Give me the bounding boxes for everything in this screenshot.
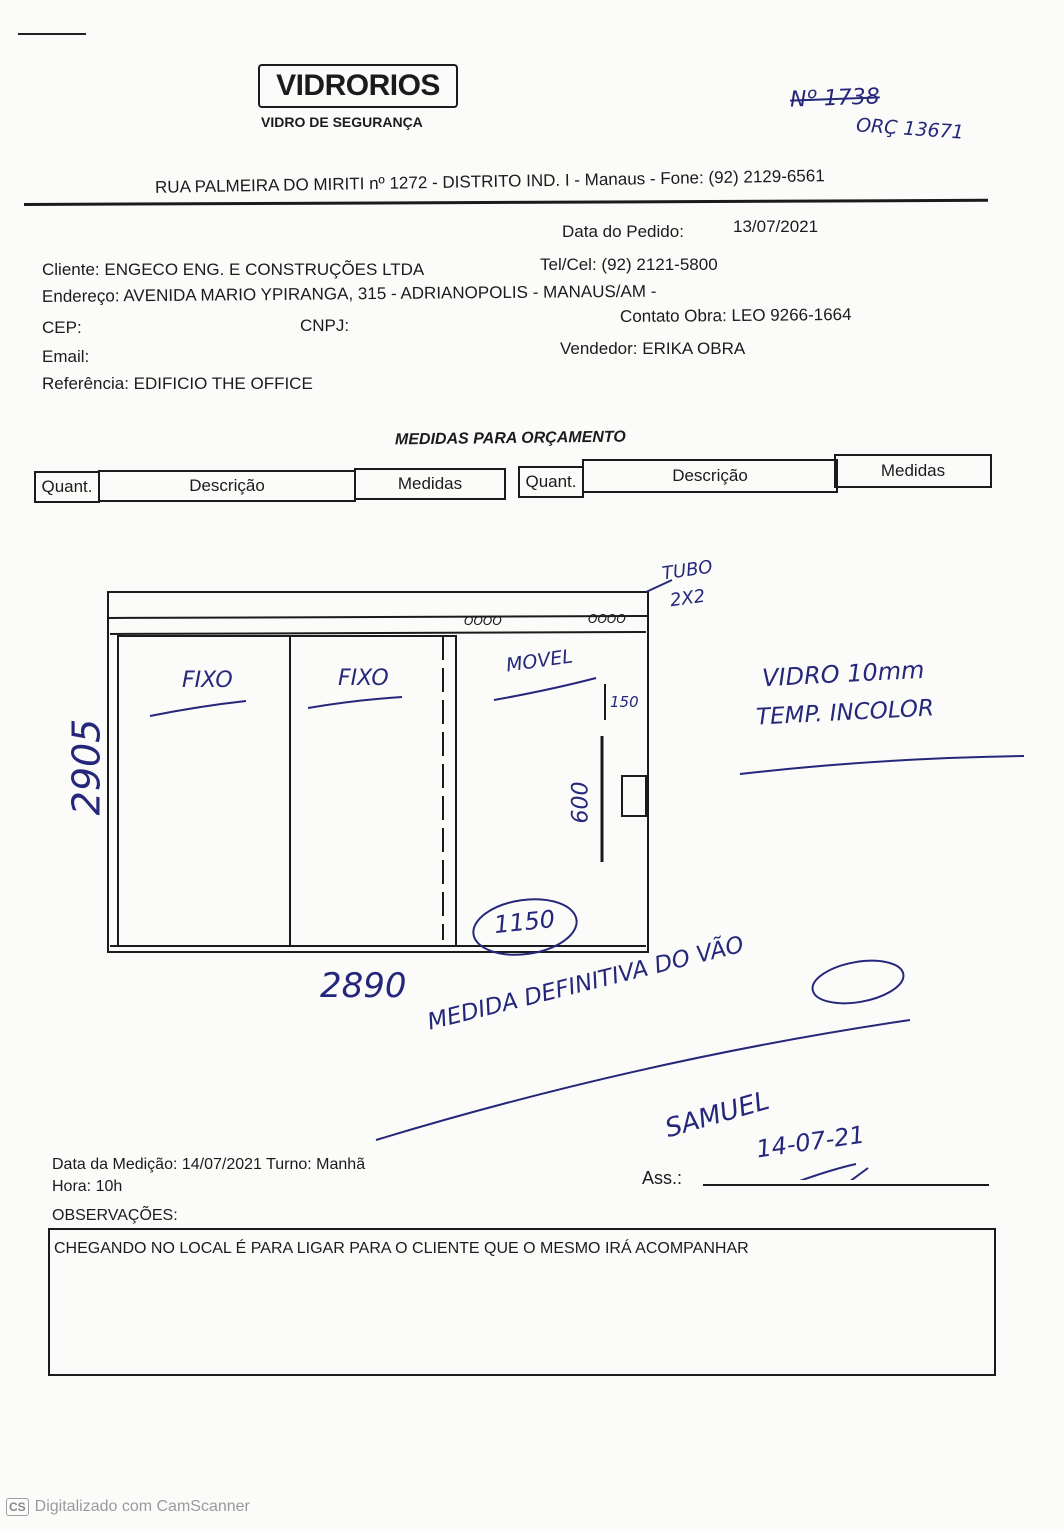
cnpj-field: CNPJ: xyxy=(300,316,350,335)
signature-name: SAMUEL xyxy=(661,1085,773,1145)
sketch-panel2-label: FIXO xyxy=(338,666,389,691)
sketch-panel3-label: MOVEL xyxy=(504,645,575,677)
sketch-panel1-label: FIXO xyxy=(182,668,233,693)
sketch-rollers-right: OOOO xyxy=(588,612,626,626)
phone-field: Tel/Cel: (92) 2121-5800 xyxy=(540,255,718,274)
scanner-watermark xyxy=(6,1498,250,1516)
company-tagline: VIDRO DE SEGURANÇA xyxy=(261,114,423,130)
sketch-rollers-left: OOOO xyxy=(464,614,502,628)
sketch-movel-underline xyxy=(494,678,596,700)
budget-number-note: ORÇ 13671 xyxy=(855,114,965,144)
table-header-measures: Medidas xyxy=(354,468,506,500)
order-date-label: Data do Pedido: xyxy=(562,222,684,241)
camscanner-text: Digitalizado com CamScanner xyxy=(34,1498,250,1515)
section-title: MEDIDAS PARA ORÇAMENTO xyxy=(394,428,626,449)
email-field: Email: xyxy=(42,347,90,366)
cep-field: CEP: xyxy=(42,318,82,337)
sketch-dim-150: 150 xyxy=(610,693,639,711)
scan-mark xyxy=(18,33,86,35)
sketch-glass-underline xyxy=(740,756,1024,774)
signature-date: 14-07-21 xyxy=(754,1120,867,1164)
contact-field: Contato Obra: LEO 9266-1664 xyxy=(619,304,852,326)
sketch-tubo-label: TUBO xyxy=(660,556,714,585)
signature-label: Ass.: xyxy=(642,1168,683,1188)
measurement-hour: Hora: 10h xyxy=(52,1178,123,1195)
seller-field: Vendedor: ERIKA OBRA xyxy=(560,339,746,358)
company-logo-text: VIDRORIOS xyxy=(276,69,440,102)
sketch-signature-stroke xyxy=(760,1164,868,1180)
sketch-measure-underline xyxy=(376,1020,910,1140)
table-header-description: Descrição xyxy=(98,470,356,502)
table-header-description-2: Descrição xyxy=(582,459,838,493)
signature-line xyxy=(703,1184,989,1186)
sketch-tubo-size: 2X2 xyxy=(668,585,707,612)
sketch-dim-width: 2890 xyxy=(320,966,407,1006)
company-logo xyxy=(258,64,458,108)
table-header-quantity-2: Quant. xyxy=(518,466,584,498)
reference-field: Referência: EDIFICIO THE OFFICE xyxy=(42,374,313,393)
address-field: Endereço: AVENIDA MARIO YPIRANGA, 315 - ADRIANOPOLIS - MANAUS/AM - xyxy=(41,281,657,306)
measurement-date: Data da Medição: 14/07/2021 Turno: Manhã xyxy=(52,1156,366,1173)
window-sketch xyxy=(0,540,1064,1180)
observations-box xyxy=(48,1228,996,1376)
document-number: Nº 1738 xyxy=(789,84,881,113)
sketch-glass-line1: VIDRO 10mm xyxy=(761,655,926,693)
sketch-handle xyxy=(622,776,646,816)
sketch-fixo2-underline xyxy=(308,697,402,708)
sketch-dim-600: 600 xyxy=(568,781,594,824)
order-date-value: 13/07/2021 xyxy=(733,217,819,236)
observations-text: CHEGANDO NO LOCAL É PARA LIGAR PARA O CLIENTE QUE O MESMO IRÁ ACOMPANHAR xyxy=(54,1240,749,1257)
sketch-fixo1-underline xyxy=(150,701,246,716)
sketch-top-rail-inner xyxy=(110,632,646,634)
camscanner-badge: CS xyxy=(6,1498,29,1516)
sketch-dim-1150: 1150 xyxy=(492,904,557,940)
header-divider xyxy=(24,199,988,206)
sketch-vao-circle xyxy=(809,954,907,1009)
table-header-quantity: Quant. xyxy=(34,471,100,503)
company-address: RUA PALMEIRA DO MIRITI nº 1272 - DISTRITO IND. I - Manaus - Fone: (92) 2129-6561 xyxy=(154,166,825,197)
observations-label: OBSERVAÇÕES: xyxy=(52,1207,178,1224)
table-header-measures-2: Medidas xyxy=(834,454,992,488)
client-field: Cliente: ENGECO ENG. E CONSTRUÇÕES LTDA xyxy=(42,260,425,279)
sketch-glass-line2: TEMP. INCOLOR xyxy=(755,695,935,731)
sketch-top-rail xyxy=(108,616,648,618)
sketch-measure-note: MEDIDA DEFINITIVA DO VÃO xyxy=(424,931,747,1036)
sketch-dim-height: 2905 xyxy=(64,718,109,816)
